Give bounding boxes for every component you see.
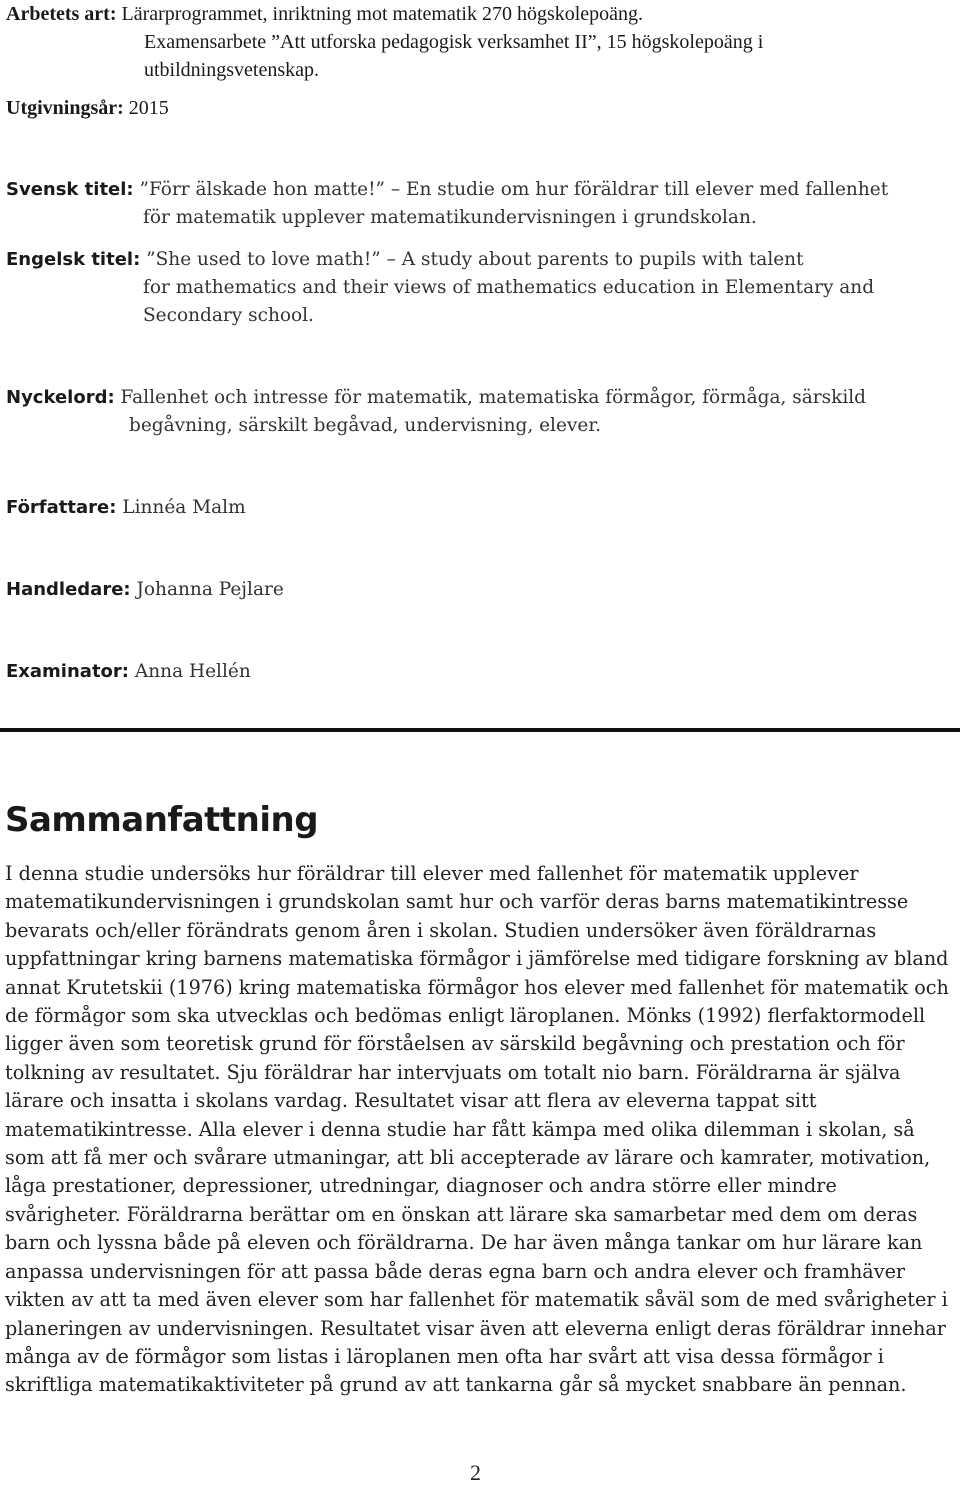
nyckelord-continuation: begåvning, särskilt begåvad, undervisning, elever.: [129, 415, 602, 436]
summary-paragraph: I denna studie undersöks hur föräldrar till elever med fallenhet för matematik upplever matematikundervisningen i grundskolan samt hur och varför deras barns matematikintresse bevarats och/eller förändrats genom åren i skolan. Studien undersöker även föräldrarnas uppfattningar kring barnens matematiska förmågor i jämförelse med tidigare forskning av bland annat Krutetskii (1976) kring matematiska förmågor hos elever med fallenhet för matematik och de förmågor som ska utvecklas och bedömas enligt läroplanen. Mönks (1992) flerfaktormodell ligger även som teoretisk grund för förståelsen av särskild begåvning och prestation och för tolkning av resultatet. Sju föräldrar har intervjuats om totalt nio barn. Föräldrarna är själva lärare och insatta i skolans vardag. Resultatet visar att flera av eleverna tappat sitt matematikintresse. Alla elever i denna studie har fått kämpa med olika dilemman i skolan, så som att få mer och svårare utmaningar, att bli accepterade av lärare och kamrater, motivation, låga prestationer, depressioner, utredningar, diagnoser och andra större eller mindre svårigheter. Föräldrarna berättar om en önskan att lärare ska samarbetar med dem om deras barn och lyssna både på eleven och föräldrarna. De har även många tankar om hur lärare kan anpassa undervisningen för att passa både deras egna barn och andra elever och framhäver vikten av att ta med även elever som har fallenhet för matematik såväl som de med svårigheter i planeringen av undervisningen. Resultatet visar även att eleverna enligt deras föräldrar innehar många av de förmågor som listas i läroplanen men ofta har svårt att visa dessa förmågor i skriftliga matematikaktiviteter på grund av att tankarna går så mycket snabbare än pennan.: [5, 862, 949, 1397]
svensk-titel-continuation: för matematik upplever matematikundervisningen i grundskolan.: [143, 207, 757, 228]
forfattare-value: Linnéa Malm: [116, 497, 246, 518]
forfattare-row: [6, 494, 940, 522]
examinator-label: Examinator:: [6, 661, 129, 682]
handledare-value: Johanna Pejlare: [130, 579, 284, 600]
examinator-value: Anna Hellén: [129, 661, 251, 682]
handledare-row: [6, 576, 940, 604]
engelsk-titel-row: [6, 246, 940, 330]
nyckelord-row: [6, 384, 940, 440]
page-number: 2: [470, 1460, 481, 1485]
horizontal-rule: [0, 728, 960, 732]
engelsk-titel-continuation: for mathematics and their views of mathematics education in Elementary and Secondary school.: [143, 277, 875, 326]
examinator-row: [6, 658, 940, 686]
nyckelord-label: Nyckelord:: [6, 387, 115, 408]
utgivningsar-row: [6, 94, 940, 122]
nyckelord-value: Fallenhet och intresse för matematik, matematiska förmågor, förmåga, särskild: [114, 387, 866, 408]
handledare-label: Handledare:: [6, 579, 131, 600]
svensk-titel-value: ”Förr älskade hon matte!” – En studie om hur föräldrar till elever med fallenhet: [133, 179, 889, 200]
summary-heading: Sammanfattning: [5, 800, 319, 840]
svensk-titel-label: Svensk titel:: [6, 179, 134, 200]
arbetets-art-label: Arbetets art:: [6, 3, 117, 25]
engelsk-titel-label: Engelsk titel:: [6, 249, 141, 270]
svensk-titel-row: [6, 176, 940, 232]
arbetets-art-row: [6, 0, 940, 84]
engelsk-titel-value: ”She used to love math!” – A study about parents to pupils with talent: [140, 249, 804, 270]
utgivningsar-label: Utgivningsår:: [6, 97, 124, 119]
arbetets-art-value: Lärarprogrammet, inriktning mot matematik 270 högskolepoäng.: [116, 3, 644, 25]
forfattare-label: Författare:: [6, 497, 117, 518]
utgivningsar-value: 2015: [123, 97, 169, 119]
arbetets-art-continuation: Examensarbete ”Att utforska pedagogisk verksamhet II”, 15 högskolepoäng i utbildningsvetenskap.: [144, 31, 764, 81]
